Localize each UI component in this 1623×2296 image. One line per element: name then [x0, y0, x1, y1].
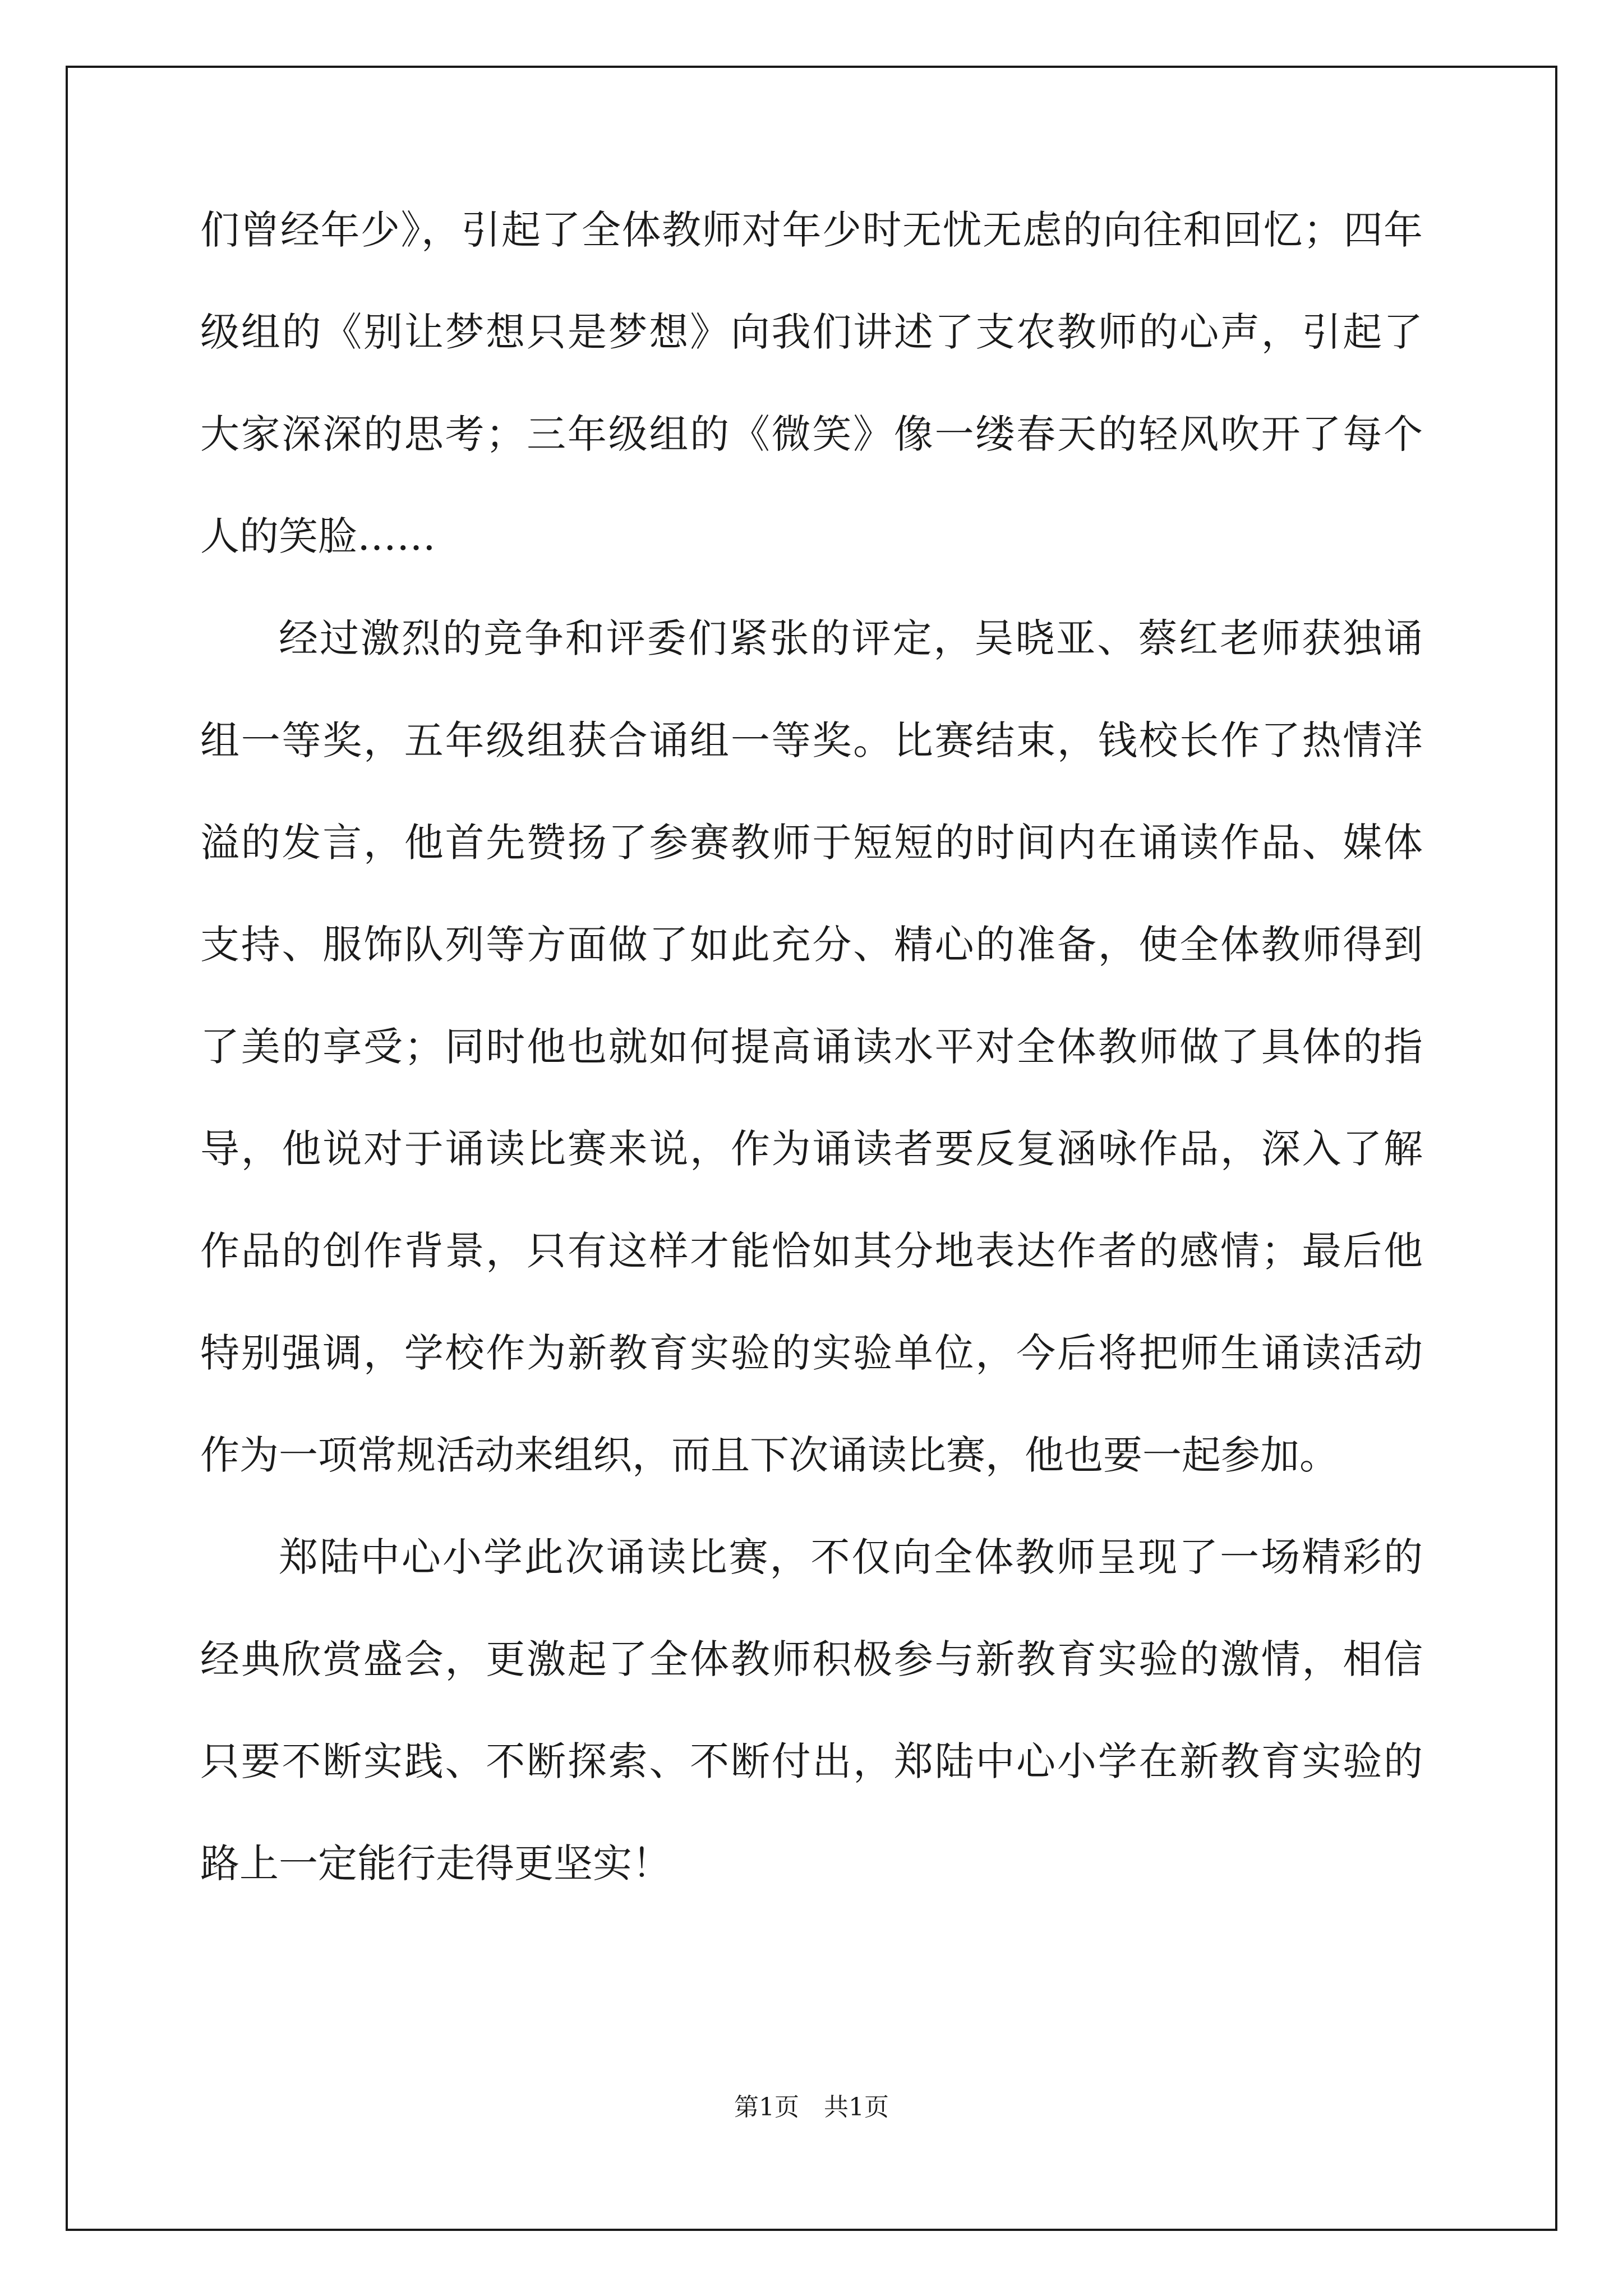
paragraph-3-line-2: 经典欣赏盛会，更激起了全体教师积极参与新教育实验的激情，相信: [200, 1636, 1423, 1682]
paragraph-2-line-5: 了美的享受；同时他也就如何提高诵读水平对全体教师做了具体的指: [200, 1024, 1423, 1070]
paragraph-2-line-6: 导，他说对于诵读比赛来说，作为诵读者要反复涵咏作品，深入了解: [200, 1126, 1423, 1172]
paragraph-1-line-3: 大家深深的思考；三年级组的《微笑》像一缕春天的轻风吹开了每个: [200, 411, 1423, 457]
paragraph-2-line-8: 特别强调，学校作为新教育实验的实验单位，今后将把师生诵读活动: [200, 1330, 1423, 1376]
paragraph-2-line-1: 经过激烈的竞争和评委们紧张的评定，吴晓亚、蔡红老师获独诵: [279, 615, 1423, 661]
paragraph-1-line-1: 们曾经年少》，引起了全体教师对年少时无忧无虑的向往和回忆；四年: [200, 207, 1423, 253]
paragraph-1-line-2: 级组的《别让梦想只是梦想》向我们讲述了支农教师的心声，引起了: [200, 309, 1423, 355]
paragraph-2-line-7: 作品的创作背景，只有这样才能恰如其分地表达作者的感情；最后他: [200, 1228, 1423, 1274]
paragraph-3-line-4: 路上一定能行走得更坚实！: [200, 1841, 671, 1887]
paragraph-3-line-1: 郑陆中心小学此次诵读比赛，不仅向全体教师呈现了一场精彩的: [279, 1534, 1423, 1580]
paragraph-3-line-3: 只要不断实践、不断探索、不断付出，郑陆中心小学在新教育实验的: [200, 1738, 1423, 1784]
paragraph-2-line-3: 溢的发言，他首先赞扬了参赛教师于短短的时间内在诵读作品、媒体: [200, 820, 1423, 866]
page-footer: 第1页 共1页: [734, 2093, 889, 2122]
paragraph-1-line-4: 人的笑脸……: [200, 513, 436, 559]
paragraph-2-line-4: 支持、服饰队列等方面做了如此充分、精心的准备，使全体教师得到: [200, 922, 1423, 968]
paragraph-2-line-9: 作为一项常规活动来组织，而且下次诵读比赛，他也要一起参加。: [200, 1432, 1339, 1478]
paragraph-2-line-2: 组一等奖，五年级组获合诵组一等奖。比赛结束，钱校长作了热情洋: [200, 717, 1423, 763]
